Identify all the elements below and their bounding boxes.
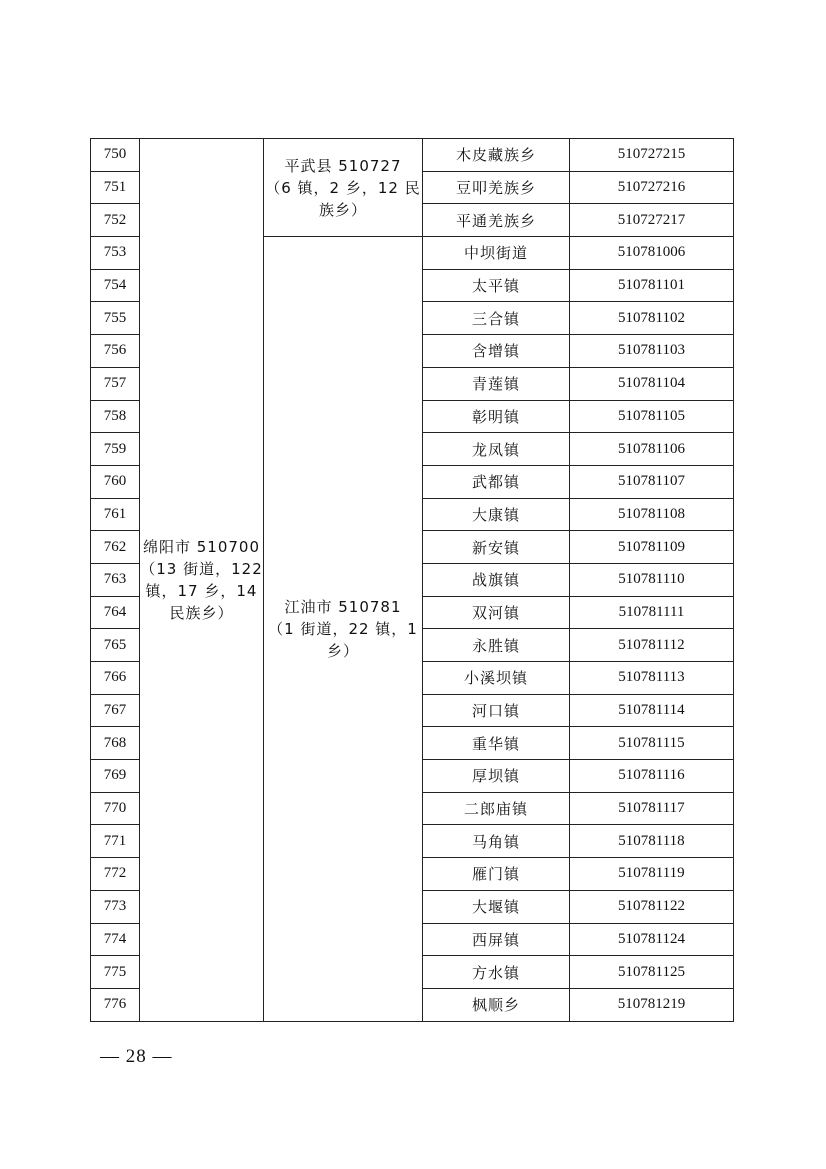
township-code: 510781103 [570,335,734,368]
township-code-table [90,138,734,1022]
row-number: 759 [91,433,140,466]
row-number: 762 [91,531,140,564]
township-code: 510781102 [570,302,734,335]
county-detail: （6 镇，2 乡，12 民族乡） [265,178,421,219]
township-name: 河口镇 [423,694,570,727]
township-code: 510781111 [570,596,734,629]
row-number: 761 [91,498,140,531]
township-name: 重华镇 [423,727,570,760]
row-number: 753 [91,237,140,270]
city-detail: （13 街道，122 镇，17 乡，14 民族乡） [140,559,263,622]
township-code: 510781006 [570,237,734,270]
table-row [91,139,734,172]
township-name: 含增镇 [423,335,570,368]
township-code: 510781113 [570,662,734,695]
township-code: 510781115 [570,727,734,760]
township-code: 510727217 [570,204,734,237]
row-number: 773 [91,890,140,923]
county-detail: （1 街道，22 镇，1 乡） [268,619,418,660]
county-cell [264,237,423,1022]
page-number: — 28 — [100,1046,173,1067]
township-name: 新安镇 [423,531,570,564]
row-number: 754 [91,269,140,302]
row-number: 772 [91,858,140,891]
township-name: 大康镇 [423,498,570,531]
township-code: 510781109 [570,531,734,564]
township-name: 太平镇 [423,269,570,302]
township-name: 豆叩羌族乡 [423,171,570,204]
township-code: 510781104 [570,367,734,400]
township-code: 510781112 [570,629,734,662]
row-number: 760 [91,465,140,498]
county-title: 平武县 510727 [284,156,402,175]
township-name: 青莲镇 [423,367,570,400]
row-number: 755 [91,302,140,335]
row-number: 756 [91,335,140,368]
township-name: 战旗镇 [423,563,570,596]
township-code: 510781108 [570,498,734,531]
row-number: 771 [91,825,140,858]
township-code: 510781118 [570,825,734,858]
county-cell [264,139,423,237]
table-body [91,139,734,1022]
row-number: 766 [91,662,140,695]
row-number: 757 [91,367,140,400]
township-code: 510781124 [570,923,734,956]
township-name: 小溪坝镇 [423,662,570,695]
township-name: 三合镇 [423,302,570,335]
township-name: 龙凤镇 [423,433,570,466]
row-number: 774 [91,923,140,956]
township-code: 510781101 [570,269,734,302]
township-name: 中坝街道 [423,237,570,270]
row-number: 751 [91,171,140,204]
township-name: 雁门镇 [423,858,570,891]
row-number: 764 [91,596,140,629]
township-code: 510727216 [570,171,734,204]
row-number: 758 [91,400,140,433]
township-code: 510781219 [570,988,734,1021]
township-name: 枫顺乡 [423,988,570,1021]
township-name: 永胜镇 [423,629,570,662]
row-number: 763 [91,563,140,596]
township-name: 大堰镇 [423,890,570,923]
township-name: 马角镇 [423,825,570,858]
row-number: 769 [91,760,140,793]
township-name: 厚坝镇 [423,760,570,793]
row-number: 768 [91,727,140,760]
township-name: 武都镇 [423,465,570,498]
township-code: 510781122 [570,890,734,923]
township-code: 510781107 [570,465,734,498]
township-name: 平通羌族乡 [423,204,570,237]
township-code: 510781125 [570,956,734,989]
city-cell [140,139,264,1022]
township-name: 木皮藏族乡 [423,139,570,172]
row-number: 775 [91,956,140,989]
township-name: 二郎庙镇 [423,792,570,825]
township-code: 510781114 [570,694,734,727]
row-number: 750 [91,139,140,172]
township-code: 510781106 [570,433,734,466]
township-code: 510781110 [570,563,734,596]
township-code: 510781105 [570,400,734,433]
township-name: 双河镇 [423,596,570,629]
row-number: 752 [91,204,140,237]
row-number: 765 [91,629,140,662]
township-name: 方水镇 [423,956,570,989]
row-number: 776 [91,988,140,1021]
city-title: 绵阳市 510700 [142,537,261,556]
township-name: 彰明镇 [423,400,570,433]
township-code: 510727215 [570,139,734,172]
township-code: 510781116 [570,760,734,793]
county-title: 江油市 510781 [284,597,402,616]
township-code: 510781117 [570,792,734,825]
township-code: 510781119 [570,858,734,891]
row-number: 770 [91,792,140,825]
row-number: 767 [91,694,140,727]
township-name: 西屏镇 [423,923,570,956]
